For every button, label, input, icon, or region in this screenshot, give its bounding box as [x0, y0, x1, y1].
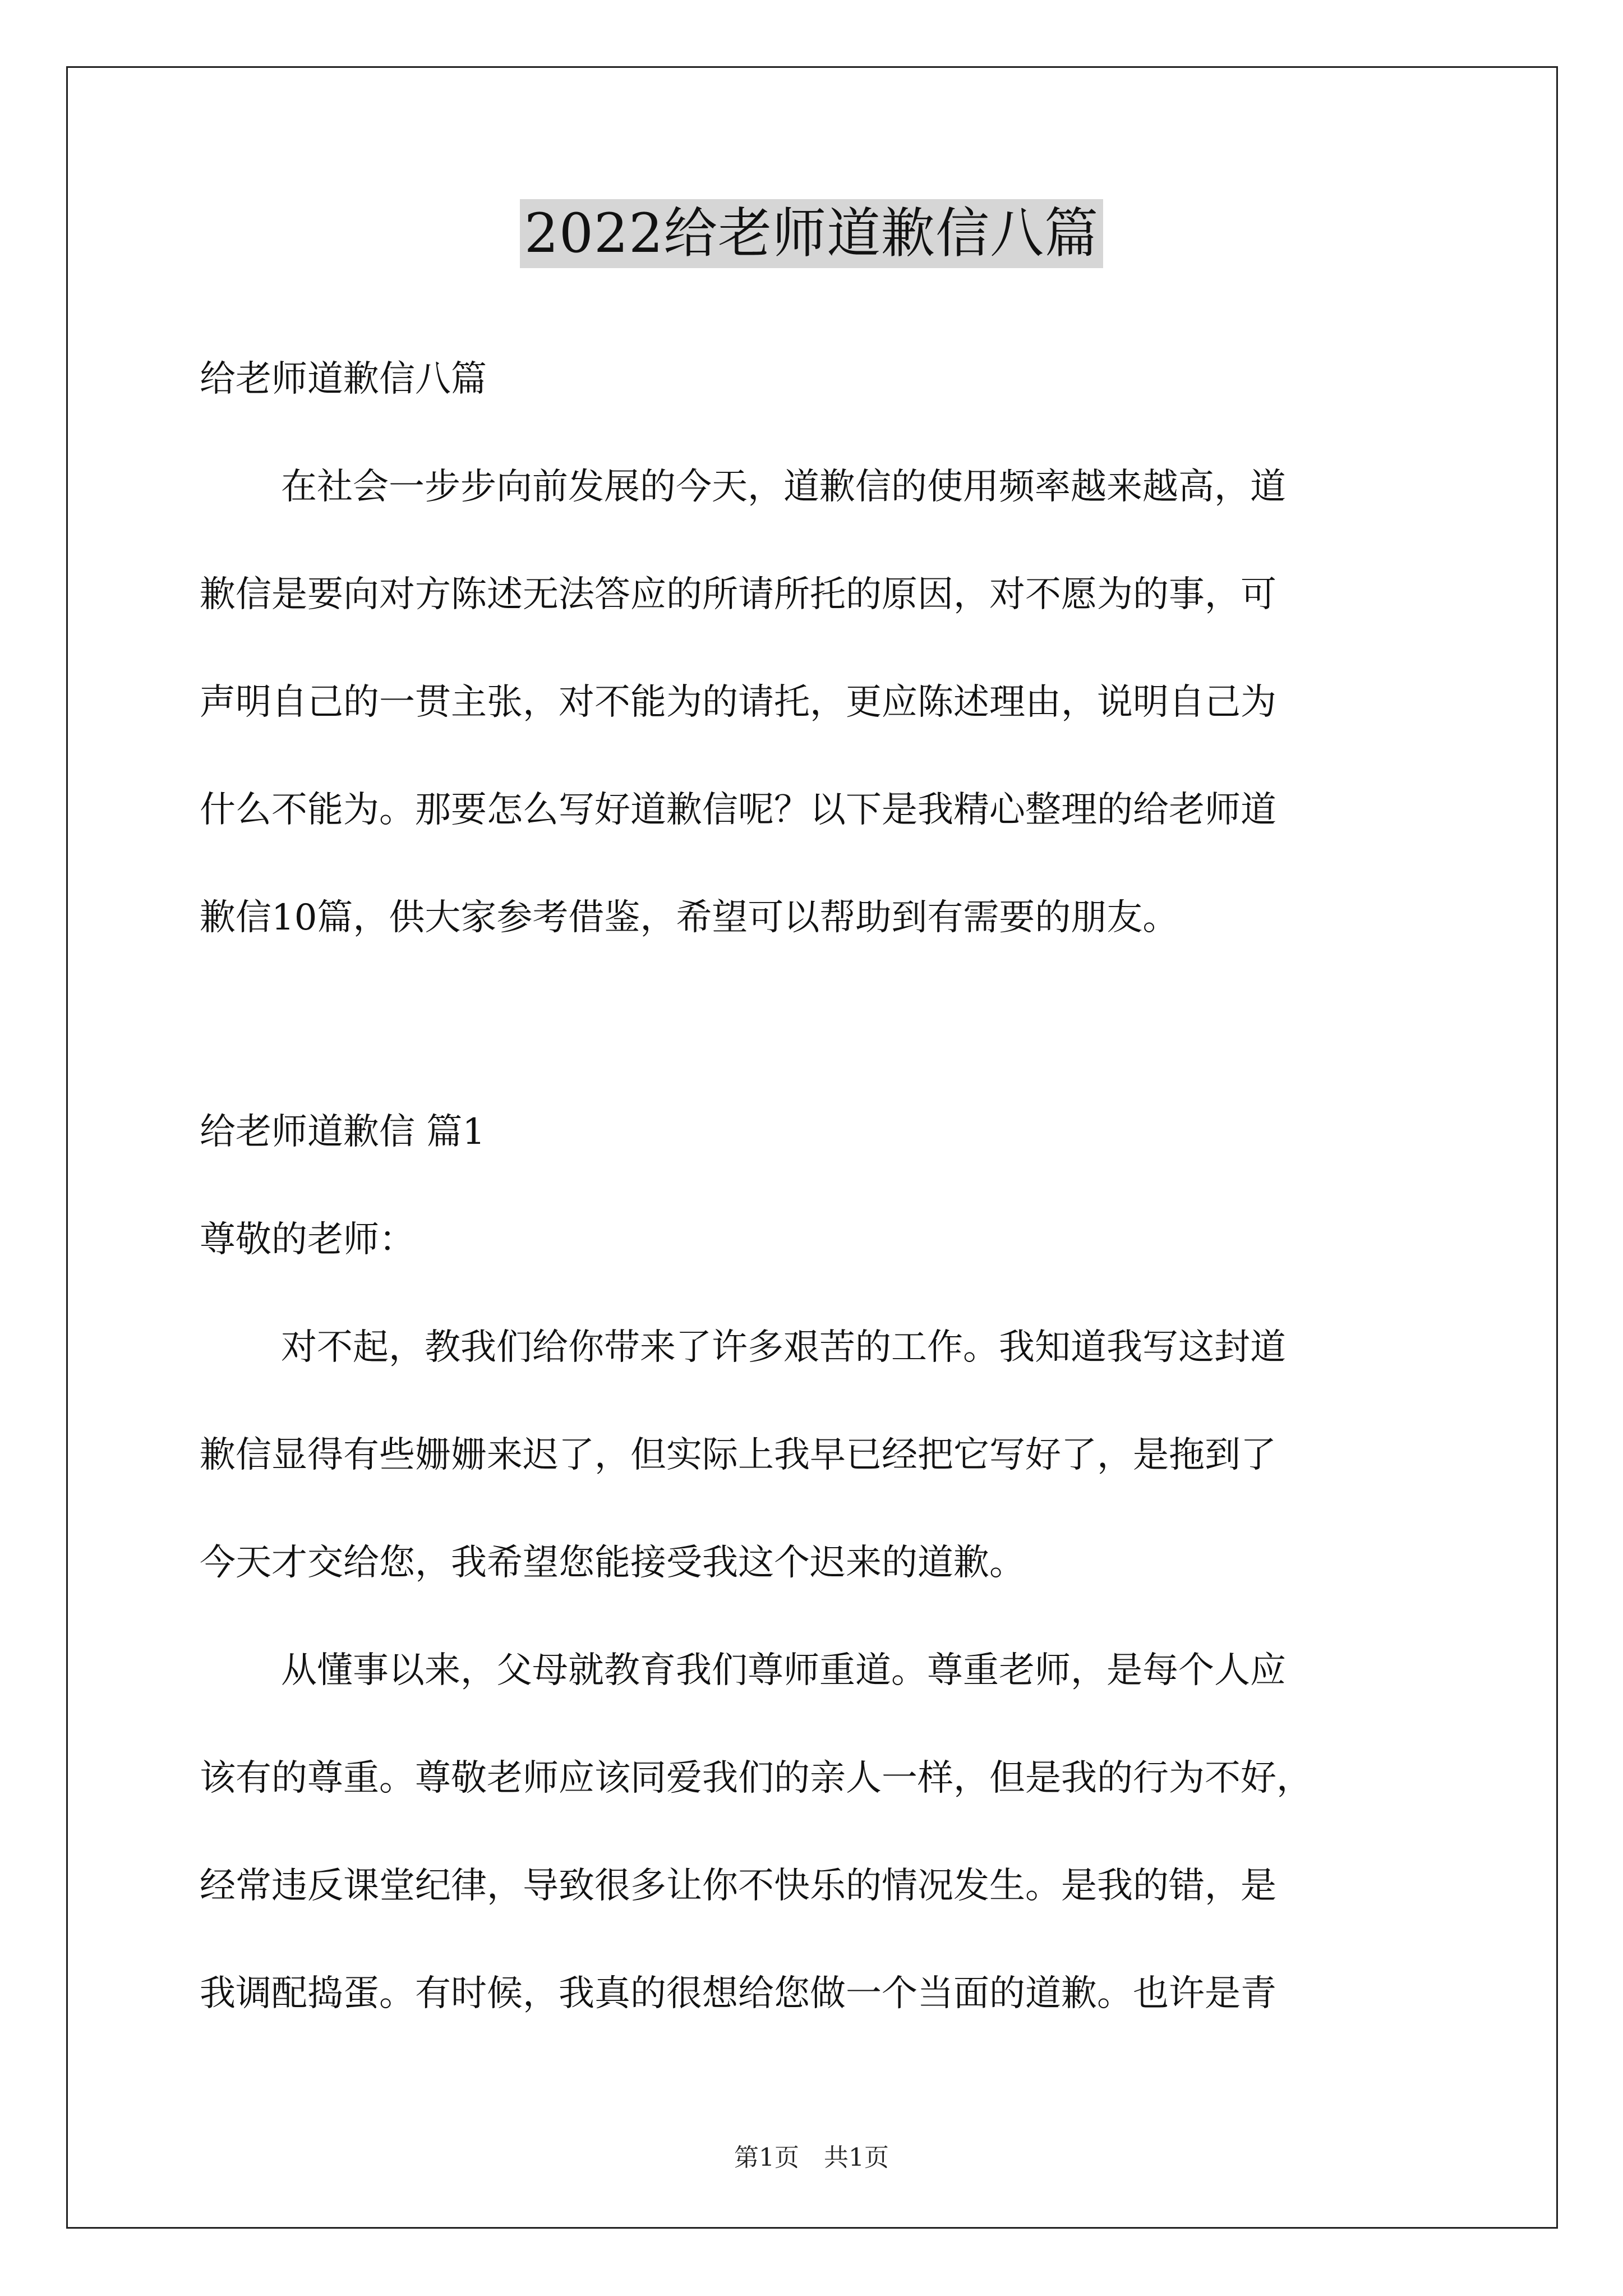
- paragraph-line: 经常违反课堂纪律，导致很多让你不快乐的情况发生。是我的错，是: [200, 1865, 1276, 1907]
- title-container: [0, 199, 1623, 268]
- intro-line: 歉信是要向对方陈述无法答应的所请所托的原因，对不愿为的事，可: [200, 574, 1276, 615]
- paragraph-line: 歉信显得有些姗姗来迟了，但实际上我早已经把它写好了，是拖到了: [200, 1434, 1276, 1476]
- document-body: [200, 325, 1437, 2047]
- page-total: 共1页: [824, 2143, 889, 2172]
- intro-line: 声明自己的一贯主张，对不能为的请托，更应陈述理由，说明自己为: [200, 682, 1276, 723]
- section-heading: 给老师道歉信 篇1: [200, 1111, 486, 1153]
- subtitle: 给老师道歉信八篇: [200, 358, 487, 400]
- intro-line: 歉信10篇，供大家参考借鉴，希望可以帮助到有需要的朋友。: [200, 897, 1179, 938]
- page-footer: [0, 2137, 1623, 2173]
- section-spacer: [200, 972, 1437, 1078]
- document-title: 2022给老师道歉信八篇: [520, 199, 1103, 268]
- paragraph-line: 该有的尊重。尊敬老师应该同爱我们的亲人一样，但是我的行为不好，: [200, 1757, 1312, 1799]
- paragraph-line: 从懂事以来，父母就教育我们尊师重道。尊重老师，是每个人应: [281, 1650, 1286, 1691]
- intro-line: 什么不能为。那要怎么写好道歉信呢？以下是我精心整理的给老师道: [200, 789, 1276, 831]
- page-number: 第1页: [734, 2143, 799, 2172]
- salutation: 尊敬的老师：: [200, 1219, 415, 1260]
- paragraph-line: 对不起，教我们给你带来了许多艰苦的工作。我知道我写这封道: [281, 1327, 1286, 1368]
- paragraph-line: 我调配捣蛋。有时候，我真的很想给您做一个当面的道歉。也许是青: [200, 1973, 1276, 2014]
- paragraph-line: 今天才交给您，我希望您能接受我这个迟来的道歉。: [200, 1542, 1025, 1584]
- intro-line: 在社会一步步向前发展的今天，道歉信的使用频率越来越高，道: [281, 466, 1286, 508]
